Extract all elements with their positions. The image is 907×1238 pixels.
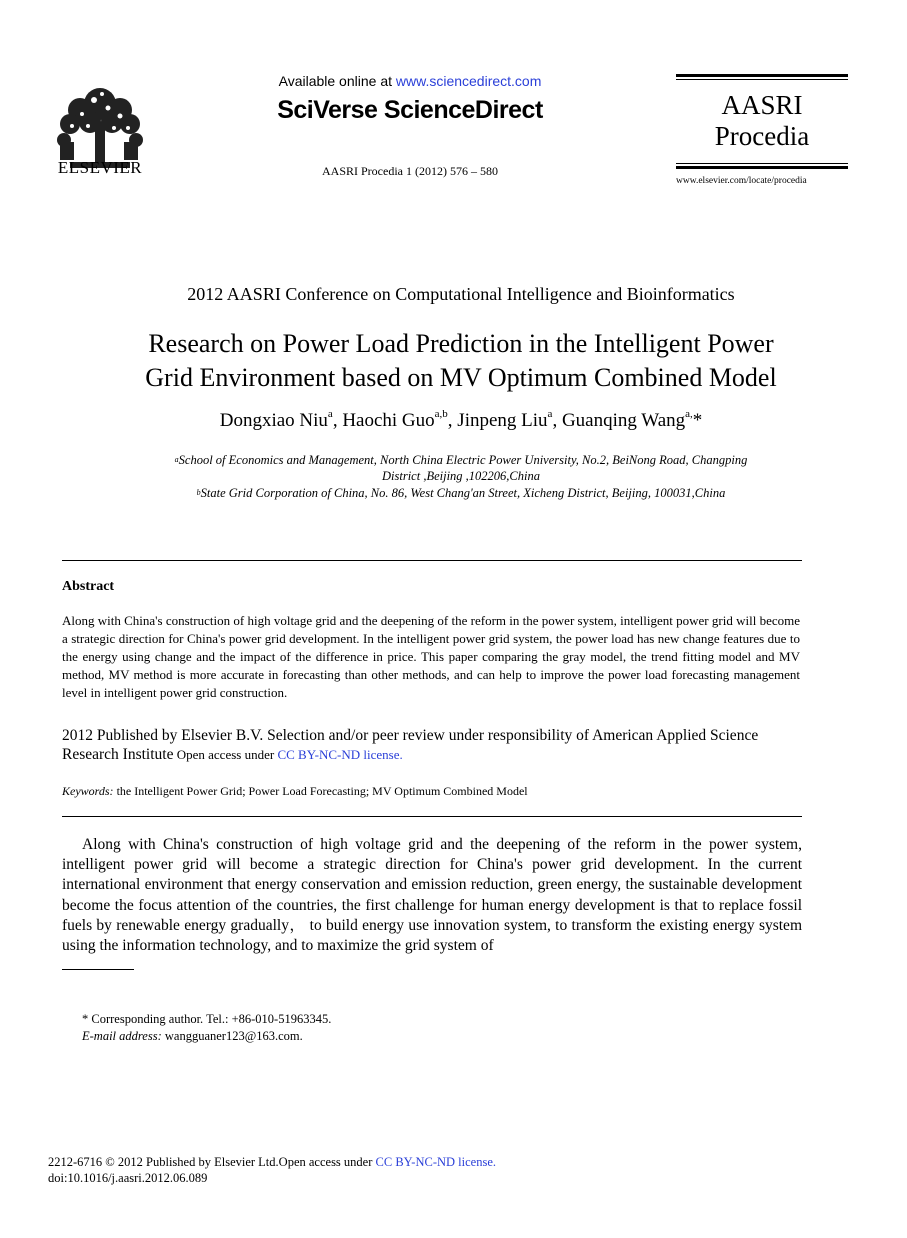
publisher-logo-text: ELSEVIER [57,158,143,177]
author-separator: , [332,410,343,431]
author-affiliation-mark: a [327,408,333,420]
affiliation-a [90,452,832,484]
footnote-divider [62,969,134,970]
open-access-prefix: Open access under [173,747,278,762]
paper-title-line1: Research on Power Load Prediction in the Intelligent Power [148,329,774,358]
paper-title [60,327,862,395]
author-name: Dongxiao Niu [219,410,328,431]
doi[interactable]: doi:10.1016/j.aasri.2012.06.089 [48,1171,208,1185]
corresponding-author-star: * [692,410,703,431]
author-list [60,410,862,432]
author-affiliation-mark: a [547,408,553,420]
affiliation-text: District ,Beijing ,102206,China [382,469,540,483]
affiliation-text: State Grid Corporation of China, No. 86, West Chang'an Street, Xicheng District, Beijing, 100031,China [200,486,726,500]
journal-box-bottom-rule-thin [676,163,848,164]
body-paragraph [62,835,802,956]
available-online-line [230,73,590,89]
open-access-prefix: Open access under [278,1155,376,1169]
affiliation-text: School of Economics and Management, North China Electric Power University, No.2, BeiNong Road, Changping [178,453,748,467]
platform-name: SciVerse ScienceDirect [277,96,543,124]
journal-title-line2: Procedia [714,121,810,151]
corresponding-author-footnote: * Corresponding author. Tel.: +86-010-51963345. [82,1012,332,1026]
keywords-line [62,784,800,799]
affiliation-mark: b [196,488,201,497]
abstract-heading: Abstract [62,579,115,594]
abstract-bottom-divider [62,816,802,817]
journal-box-top-rule-thin [676,79,848,80]
journal-url[interactable]: www.elsevier.com/locate/procedia [676,176,807,186]
affiliation-b [90,485,832,501]
abstract-body: Along with China's construction of high voltage grid and the deepening of the reform in the power system, intelligent power grid will become a strategic direction for China's power grid development. In the intelligent power grid system, the power load has new change features due to the energy using change and the impact of the difference in price. This paper comparing the gray model, the trend fitting model and MV method, MV method is more accurate in forecasting than other methods, and can help to improve the power load forecasting management level in intelligent power grid construction. [62,613,800,700]
author-name: Haochi Guo [342,410,435,431]
license-link[interactable]: CC BY-NC-ND license. [375,1155,496,1169]
copyright-line [48,1155,496,1170]
author-separator: , [552,410,562,431]
email-footnote [82,1029,303,1044]
sciencedirect-link[interactable]: www.sciencedirect.com [395,73,542,89]
email-label: E-mail address: [82,1029,162,1043]
author-affiliation-mark: a,b [434,408,448,420]
author-separator: , [447,410,458,431]
abstract-top-divider [62,560,802,561]
affiliation-mark: a [174,455,179,464]
body-paragraph-text: Along with China's construction of high voltage grid and the deepening of the reform in the power system, intelligent power grid will become a strategic direction for China's power grid development. In the current international environment that energy conservation and emission reduction, green energy, the sustainable development become the focus attention of the countries, the first challenge for human energy development is that to replace fossil fuels by renewable energy gradually， to build energy use innovation system, to transform the existing energy system using the information technology, and to maximize the grid system of [62,836,802,955]
conference-name: 2012 AASRI Conference on Computational Intelligence and Bioinformatics [187,284,735,304]
journal-box-top-rule-thick [676,74,848,77]
publisher-note [62,726,800,764]
author-affiliation-mark: a, [685,408,693,420]
license-link[interactable]: CC BY-NC-ND license. [277,747,403,762]
keywords-label: Keywords: [62,784,114,798]
journal-title-line1: AASRI [721,90,803,120]
available-online-prefix: Available online at [278,73,396,89]
publisher-note-text: 2012 Published by Elsevier B.V. Selection and/or peer review under responsibility of American Applied Science Research Institute [62,727,759,763]
paper-title-line2: Grid Environment based on MV Optimum Combined Model [145,363,777,392]
author-name: Jinpeng Liu [457,410,548,431]
journal-citation: AASRI Procedia 1 (2012) 576 – 580 [322,164,498,178]
author-name: Guanqing Wang [561,410,686,431]
keywords-text: the Intelligent Power Grid; Power Load Forecasting; MV Optimum Combined Model [113,784,528,798]
journal-title [676,90,848,152]
email-address[interactable]: wangguaner123@163.com. [161,1029,303,1043]
journal-box-bottom-rule-thick [676,166,848,169]
issn-copyright: 2212-6716 © 2012 Published by Elsevier Ltd. [48,1155,279,1169]
